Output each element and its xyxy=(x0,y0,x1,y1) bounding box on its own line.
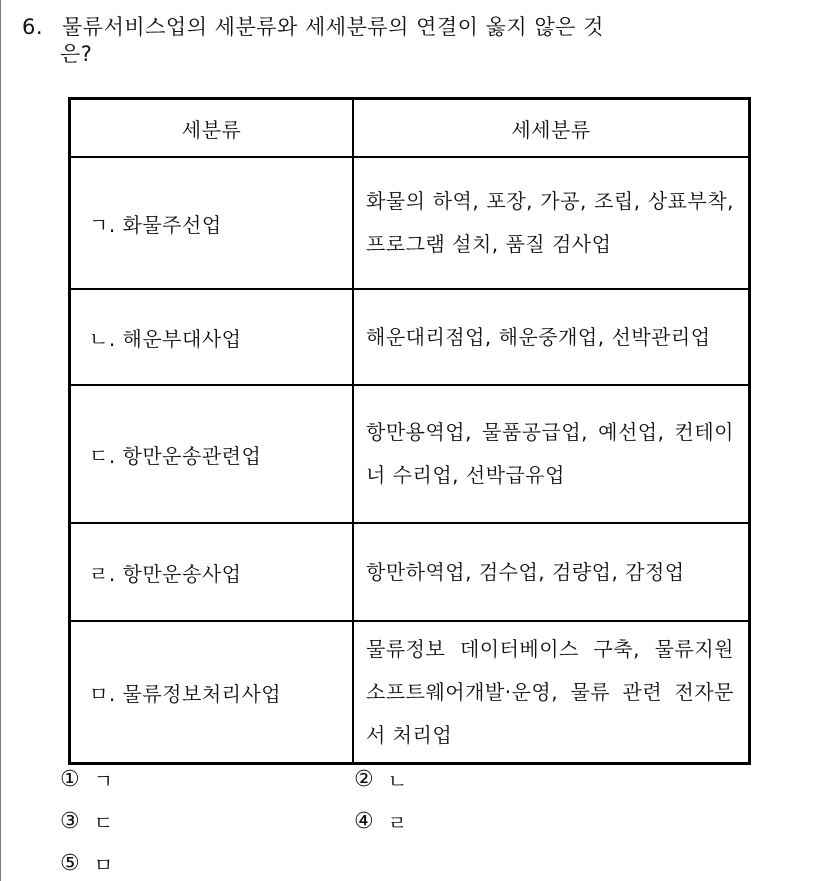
choice-label: ㅁ xyxy=(93,852,114,877)
choice-2[interactable] xyxy=(354,764,407,794)
question-text-line1: 물류서비스업의 세분류와 세세분류의 연결이 옳지 않은 것 xyxy=(62,15,604,39)
row-subcategories: 항만용역업, 물품공급업, 예선업, 컨테이너 수리업, 선박급유업 xyxy=(353,385,750,523)
row-category: ㅁ. 물류정보처리사업 xyxy=(70,621,354,764)
table-header-row xyxy=(70,99,750,158)
table-row xyxy=(70,289,750,385)
choice-number: ④ xyxy=(354,808,374,834)
question-text-line2: 은? xyxy=(60,42,93,66)
page-left-border xyxy=(0,0,1,881)
choice-label: ㄷ xyxy=(93,810,114,835)
row-category: ㄱ. 화물주선업 xyxy=(70,157,354,289)
row-subcategories: 물류정보 데이터베이스 구축, 물류지원 소프트웨어개발·운영, 물류 관련 전자문서 처리업 xyxy=(353,621,750,764)
question-number: 6. xyxy=(22,15,44,39)
choice-5[interactable] xyxy=(60,848,113,878)
choice-4[interactable] xyxy=(354,806,407,836)
choice-number: ⑤ xyxy=(60,850,80,876)
table-row xyxy=(70,523,750,621)
table-row xyxy=(70,157,750,289)
header-sub-subclass: 세세분류 xyxy=(353,99,750,158)
choice-1[interactable] xyxy=(60,764,113,794)
header-subclass: 세분류 xyxy=(70,99,354,158)
choice-label: ㄱ xyxy=(93,768,114,793)
choice-number: ② xyxy=(354,766,374,792)
choice-label: ㄴ xyxy=(387,768,408,793)
choice-number: ① xyxy=(60,766,80,792)
choice-number: ③ xyxy=(60,808,80,834)
row-subcategories: 해운대리점업, 해운중개업, 선박관리업 xyxy=(353,289,750,385)
table-row xyxy=(70,385,750,523)
choice-3[interactable] xyxy=(60,806,113,836)
classification-table xyxy=(68,97,751,765)
question-stem xyxy=(22,14,742,68)
row-category: ㄹ. 항만운송사업 xyxy=(70,523,354,621)
row-subcategories: 항만하역업, 검수업, 검량업, 감정업 xyxy=(353,523,750,621)
row-subcategories: 화물의 하역, 포장, 가공, 조립, 상표부착, 프로그램 설치, 품질 검사업 xyxy=(353,157,750,289)
row-category: ㄷ. 항만운송관련업 xyxy=(70,385,354,523)
table-row xyxy=(70,621,750,764)
row-category: ㄴ. 해운부대사업 xyxy=(70,289,354,385)
choice-label: ㄹ xyxy=(387,810,408,835)
